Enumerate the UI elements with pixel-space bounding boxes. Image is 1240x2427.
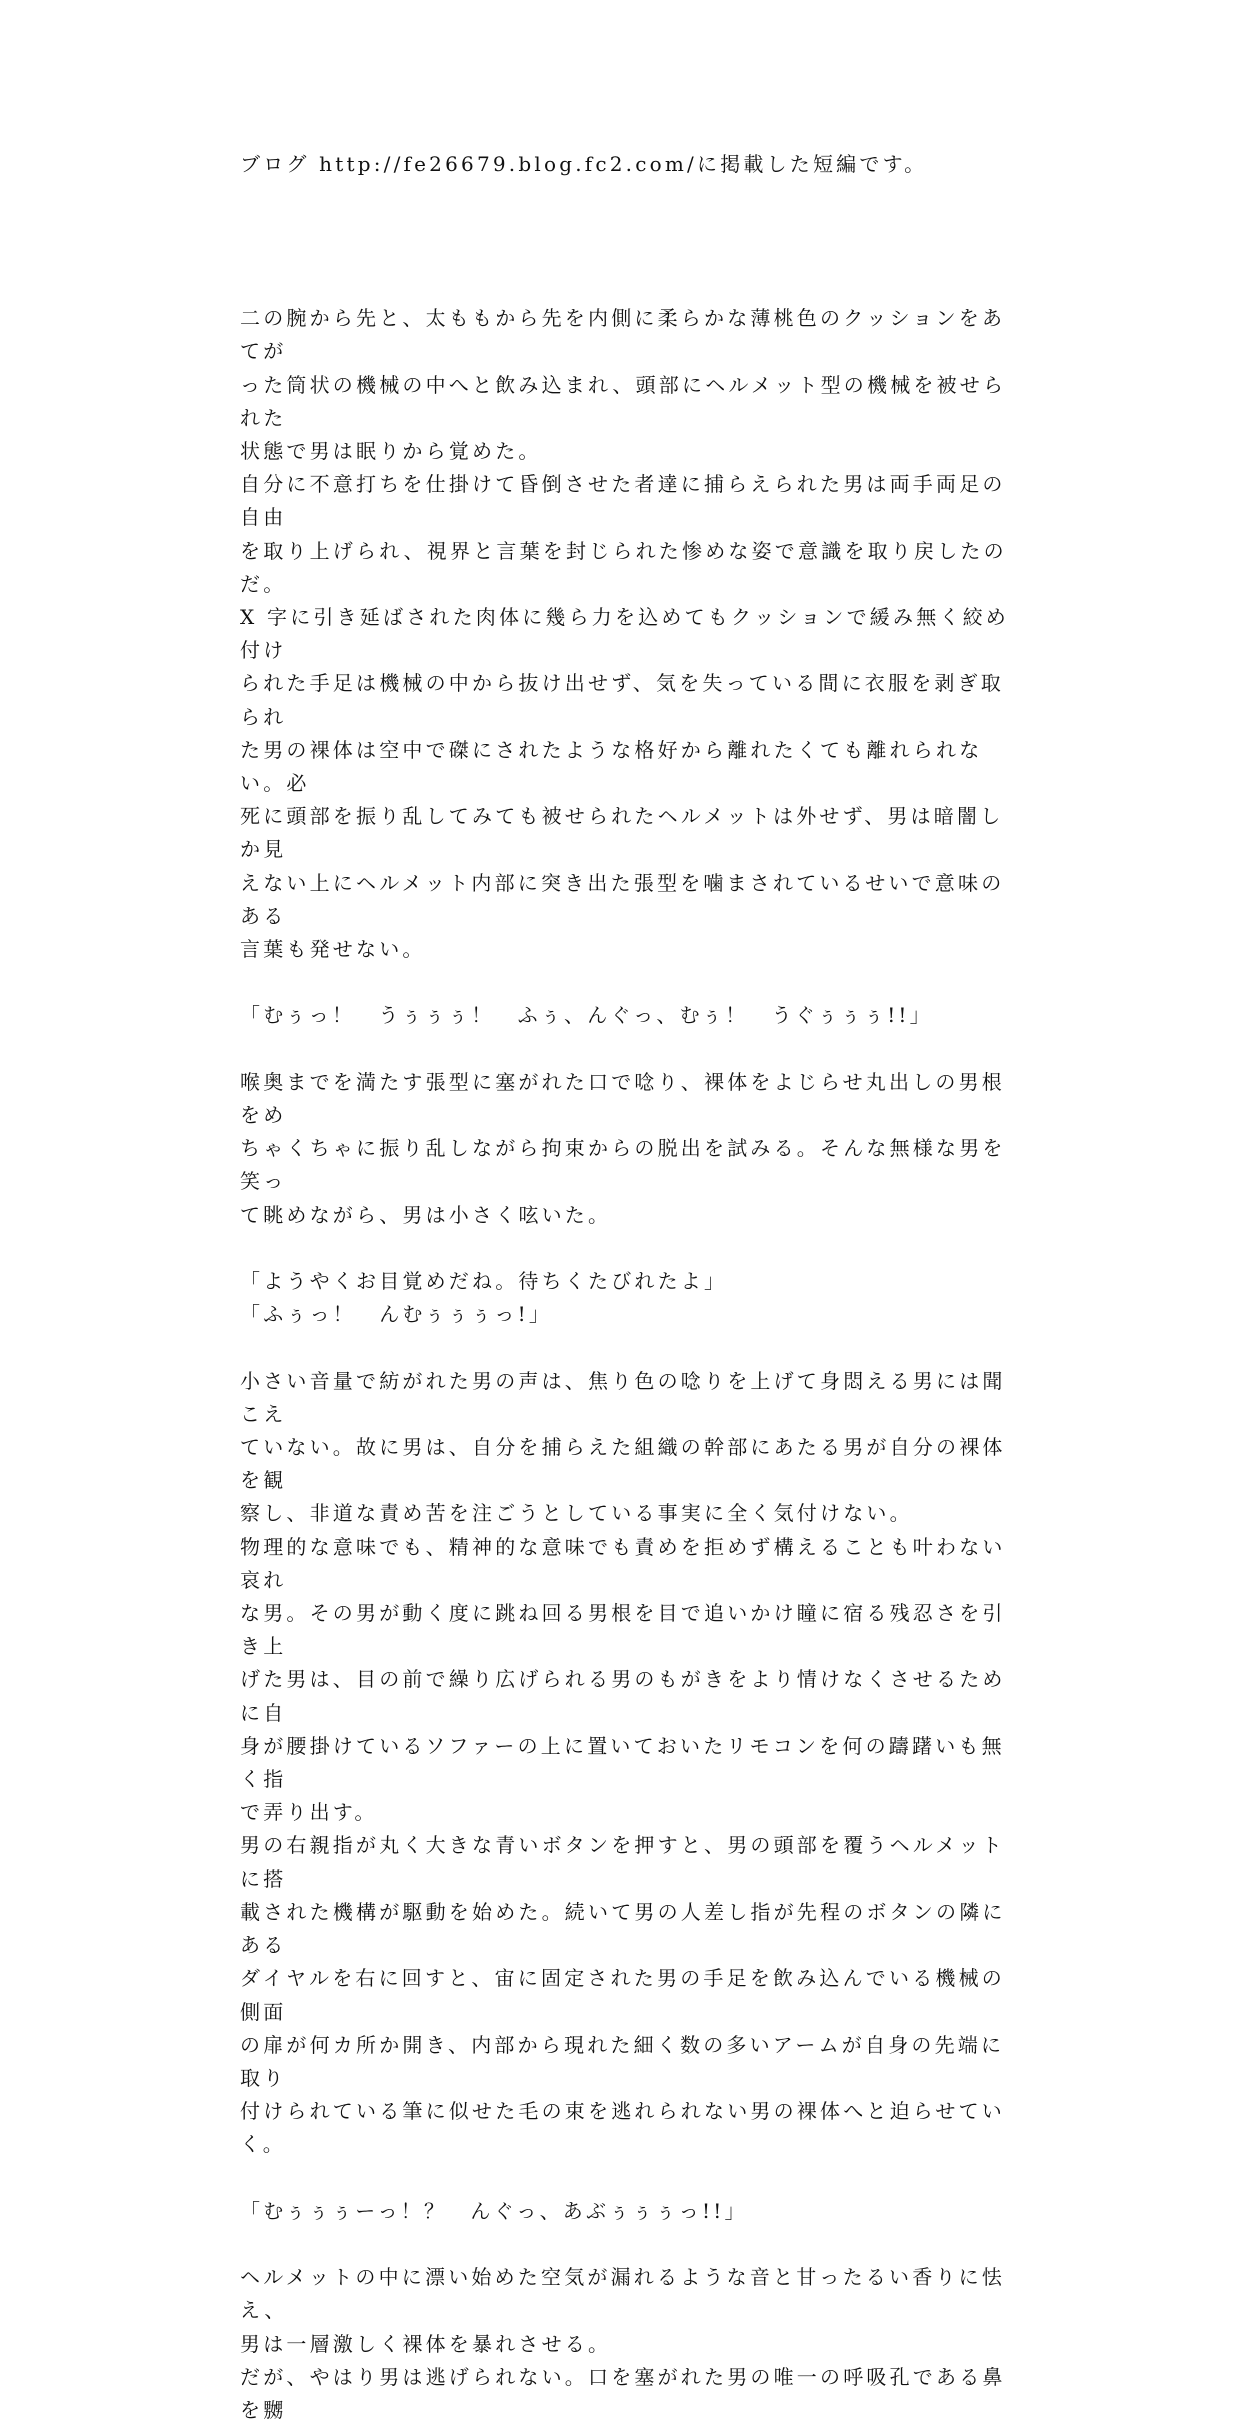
document-page [240,148,1012,2427]
text-line: 状態で男は眠りから覚めた。 [240,439,542,464]
dialogue-line: 「むぅっ！ うぅぅぅ！ ふぅ、んぐっ、むぅ！ うぐぅぅぅ!!」 [240,1003,933,1028]
dialogue-block [240,1265,1012,1331]
dialogue-line: 「ようやくお目覚めだね。待ちくたびれたよ」 [240,1269,728,1294]
text-line: た男の裸体は空中で磔にされたような格好から離れたくても離れられない。必 [240,737,983,796]
paragraph-intro [240,302,1012,966]
text-line: 物理的な意味でも、精神的な意味でも責めを拒めず構えることも叶わない哀れ [240,1534,1006,1592]
text-line: ていない。故に男は、自分を捕らえた組織の幹部にあたる男が自分の裸体を観 [240,1435,1006,1493]
text-line: な男。その男が動く度に跳ね回る男根を目で追いかけ瞳に宿る残忍さを引き上 [240,1601,1006,1659]
text-line: ちゃくちゃに振り乱しながら拘束からの脱出を試みる。そんな無様な男を笑っ [240,1136,1006,1194]
text-line: えない上にヘルメット内部に突き出た張型を噛まされているせいで意味のある [240,870,1005,928]
text-line: 自分に不意打ちを仕掛けて昏倒させた者達に捕らえられた男は両手両足の自由 [240,472,1006,530]
paragraph-remote [240,1365,1012,2162]
dialogue-line: 「ふぅっ！ んむぅぅぅっ!」 [240,1302,553,1327]
text-line: 男は一層激しく裸体を暴れさせる。 [240,2331,612,2356]
paragraph-gap [240,1232,1012,1265]
paragraph-gap [240,966,1012,999]
paragraph-gap [240,2162,1012,2195]
text-line: ヘルメットの中に漂い始めた空気が漏れるような音と甘ったるい香りに怯え、 [240,2265,1005,2323]
text-line: 男の右親指が丸く大きな青いボタンを押すと、男の頭部を覆うヘルメットに搭 [240,1833,1005,1891]
text-line: て眺めながら、男は小さく呟いた。 [240,1202,612,1227]
text-line: 察し、非道な責め苦を注ごうとしている事実に全く気付けない。 [240,1501,913,1526]
text-line: ダイヤルを右に回すと、宙に固定された男の手足を飲み込んでいる機械の側面 [240,1966,1005,2024]
text-line: 死に頭部を振り乱してみても被せられたヘルメットは外せず、男は暗闇しか見 [240,804,1004,862]
text-line: 二の腕から先と、太ももから先を内側に柔らかな薄桃色のクッションをあてが [240,306,1006,364]
paragraph-final [240,2261,1012,2427]
paragraph-gap [240,2228,1012,2261]
text-line: った筒状の機械の中へと飲み込まれ、頭部にヘルメット型の機械を被せられた [240,372,1007,430]
text-line: 小さい音量で紡がれた男の声は、焦り色の唸りを上げて身悶える男には聞こえ [240,1368,1006,1426]
dialogue-line: 「むぅぅぅーっ！？ んぐっ、あぶぅぅぅっ!!」 [240,2198,748,2223]
text-line: 喉奥までを満たす張型に塞がれた口で唸り、裸体をよじらせ丸出しの男根をめ [240,1069,1005,1128]
text-line: 身が腰掛けているソファーの上に置いておいたリモコンを何の躊躇いも無く指 [240,1733,1005,1792]
dialogue-block [240,2195,1012,2228]
text-line: の扉が何カ所か開き、内部から現れた細く数の多いアームが自身の先端に取り [240,2032,1005,2090]
text-line: だが、やはり男は逃げられない。口を塞がれた男の唯一の呼吸孔である鼻を嬲 [240,2364,1006,2422]
text-line: 付けられている筆に似せた毛の束を逃れられない男の裸体へと迫らせていく。 [240,2099,1005,2157]
text-line: を取り上げられ、視界と言葉を封じられた惨めな姿で意識を取り戻したのだ。 [240,538,1007,596]
paragraph-gap [240,1331,1012,1364]
paragraph-gap [240,1033,1012,1066]
dialogue-block [240,999,1012,1032]
text-line: X 字に引き延ばされた肉体に幾ら力を込めてもクッションで緩み無く絞め付け [240,605,1009,663]
text-line: で弄り出す。 [240,1800,378,1825]
text-line: 言葉も発せない。 [240,937,426,962]
text-line: られた手足は機械の中から抜け出せず、気を失っている間に衣服を剥ぎ取られ [240,671,1004,729]
text-line: げた男は、目の前で繰り広げられる男のもがきをより情けなくさせるために自 [240,1667,1006,1725]
blog-source-note: ブログ http://fe26679.blog.fc2.com/に掲載した短編です。 [240,152,928,176]
paragraph-struggle [240,1066,1012,1232]
text-line: 載された機構が駆動を始めた。続いて男の人差し指が先程のボタンの隣にある [240,1899,1006,1958]
